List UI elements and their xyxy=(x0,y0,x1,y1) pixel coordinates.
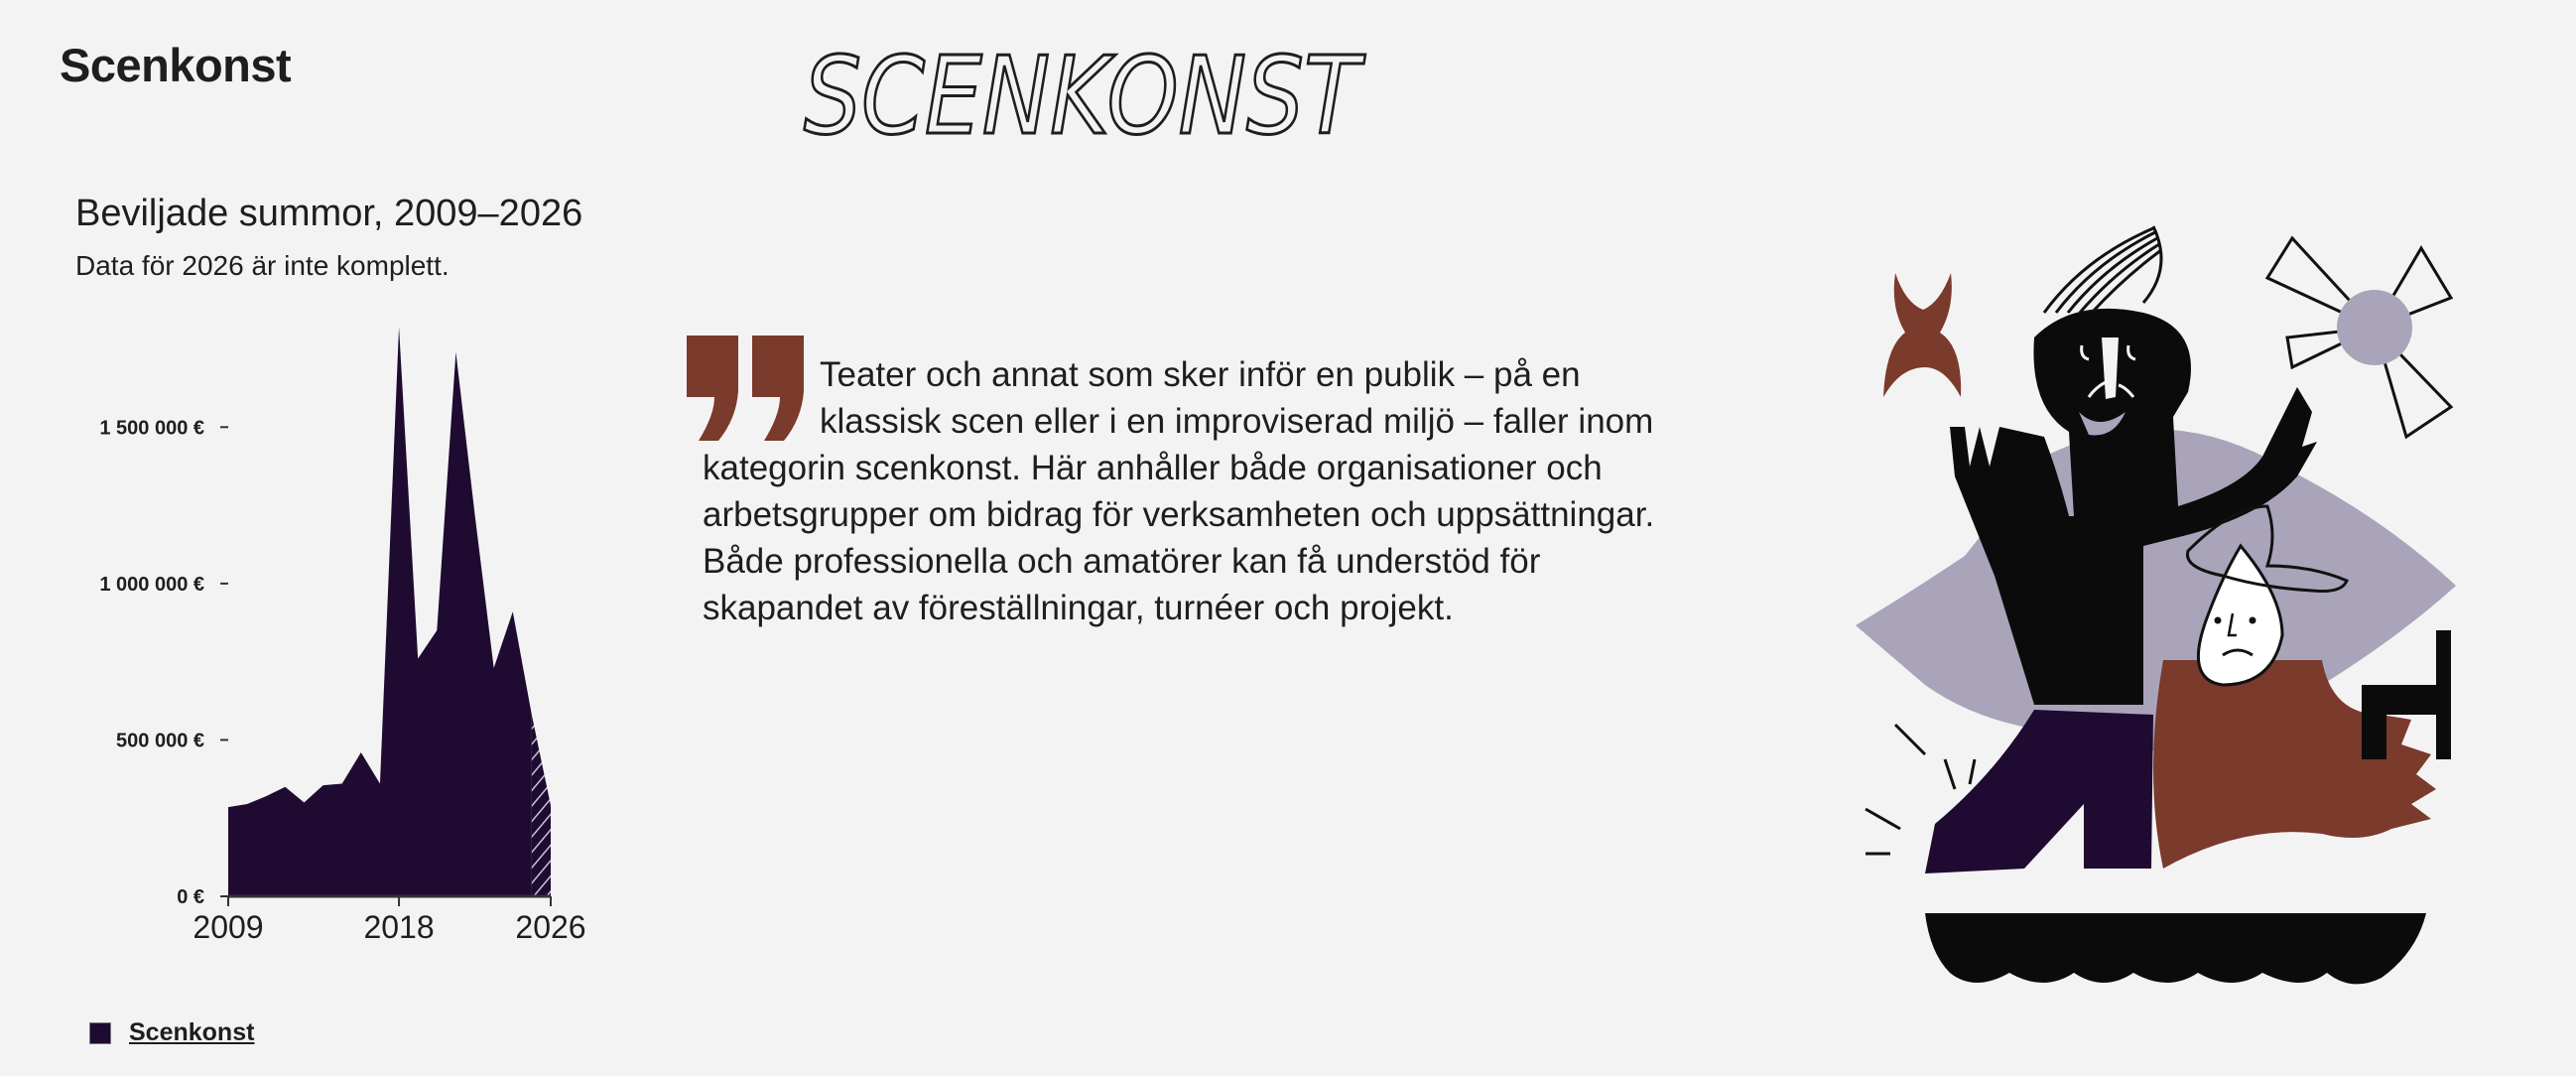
y-tick-label: 1 000 000 € xyxy=(99,573,204,596)
legend-item-scenkonst[interactable]: Scenkonst xyxy=(129,1018,255,1046)
handwritten-title xyxy=(804,35,1369,159)
x-tick-label: 2009 xyxy=(193,909,264,945)
series-area-scenkonst xyxy=(228,327,532,896)
y-tick-label: 500 000 € xyxy=(116,730,204,752)
y-tick-label: 0 € xyxy=(177,886,204,908)
chart-title: Beviljade summor, 2009–2026 xyxy=(75,193,583,234)
x-tick-label: 2018 xyxy=(363,909,435,945)
handwritten-title-text: SCENKONST xyxy=(804,35,1365,159)
theater-illustration xyxy=(1846,218,2481,993)
x-tick-label: 2026 xyxy=(515,909,586,945)
page-title: Scenkonst xyxy=(60,39,292,91)
chart-legend xyxy=(89,1018,254,1047)
y-tick-label: 1 500 000 € xyxy=(99,417,204,440)
area-chart xyxy=(60,318,615,953)
chart-subtitle: Data för 2026 är inte komplett. xyxy=(75,250,450,281)
series-area-incomplete xyxy=(532,715,551,896)
quote-text: Teater och annat som sker inför en publik – på en klassisk scen eller i en improviserad miljö – faller inom kategorin scenkonst. Här anhåller både organisationer och arbetsgrupper om bidrag för verksamheten och uppsättningar. Både professionella och amatörer kan få understöd för skapandet av föreställningar, turnéer och projekt. xyxy=(703,355,1655,627)
legend-swatch xyxy=(89,1022,111,1044)
